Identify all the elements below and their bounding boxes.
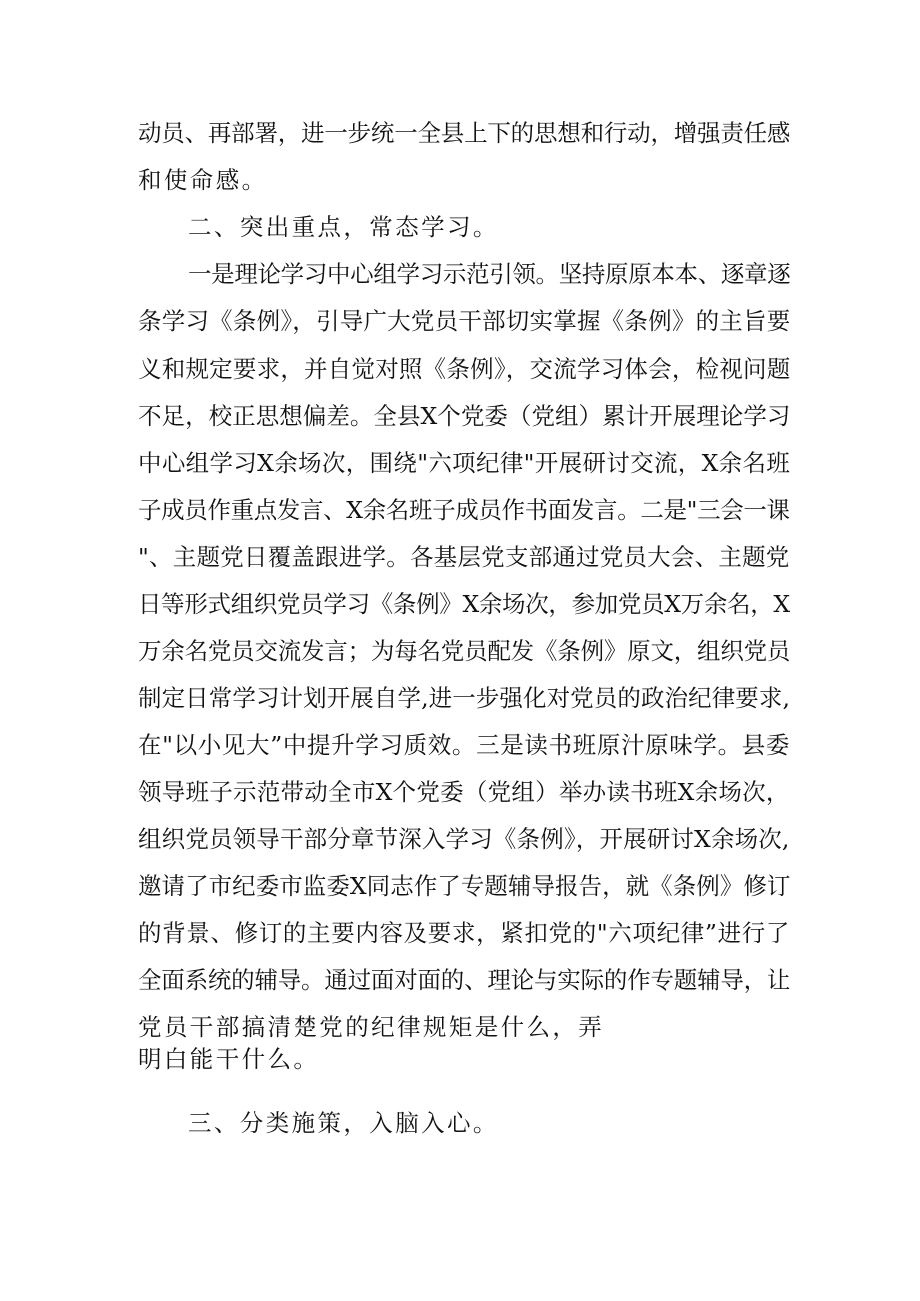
text-line: 万余名党员交流发言；为每名党员配发《条例》原文，组织党员	[138, 637, 791, 665]
text-line: 明白能干什么。	[138, 1045, 320, 1073]
text-line: 在"以小见大”中提升学习质效。三是读书班原汁原味学。县委	[138, 731, 791, 759]
text-line: 一是理论学习中心组学习示范引领。坚持原原本本、逐章逐	[188, 260, 791, 288]
text-line: 子成员作重点发言、X余名班子成员作书面发言。二是"三会一课	[138, 496, 790, 524]
text-line: "、主题党日覆盖跟进学。各基层党支部通过党员大会、主题党	[138, 543, 790, 571]
text-line: 义和规定要求，并自觉对照《条例》，交流学习体会，检视问题	[138, 355, 791, 383]
text-line: 不足，校正思想偏差。全县X个党委（党组）累计开展理论学习	[138, 402, 791, 430]
text-line: 条学习《条例》，引导广大党员干部切实掌握《条例》的主旨要	[138, 307, 791, 335]
text-line: 制定日常学习计划开展自学,进一步强化对党员的政治纪律要求,	[138, 684, 791, 712]
section-heading: 二、突出重点，常态学习。	[188, 213, 499, 241]
text-line: 全面系统的辅导。通过面对面的、理论与实际的作专题辅导，让	[138, 966, 791, 994]
text-line: 中心组学习X余场次，围绕"六项纪律"开展研讨交流，X余名班	[138, 449, 791, 477]
text-line: 日等形式组织党员学习《条例》X余场次，参加党员X万余名，X	[138, 590, 790, 618]
text-line: 和使命感。	[138, 166, 268, 194]
text-line: 领导班子示范带动全市X个党委（党组）举办读书班X余场次，	[138, 778, 790, 806]
text-line: 的背景、修订的主要内容及要求，紧扣党的"六项纪律”进行了	[138, 919, 791, 947]
text-line: 党员干部搞清楚党的纪律规矩是什么，弄	[138, 1013, 605, 1041]
text-line: 组织党员领导干部分章节深入学习《条例》，开展研讨X余场次,	[138, 825, 790, 853]
text-line: 动员、再部署，进一步统一全县上下的思想和行动，增强责任感	[138, 119, 791, 147]
section-heading: 三、分类施策，入脑入心。	[188, 1109, 499, 1137]
text-line: 邀请了市纪委市监委X同志作了专题辅导报告，就《条例》修订	[138, 872, 791, 900]
